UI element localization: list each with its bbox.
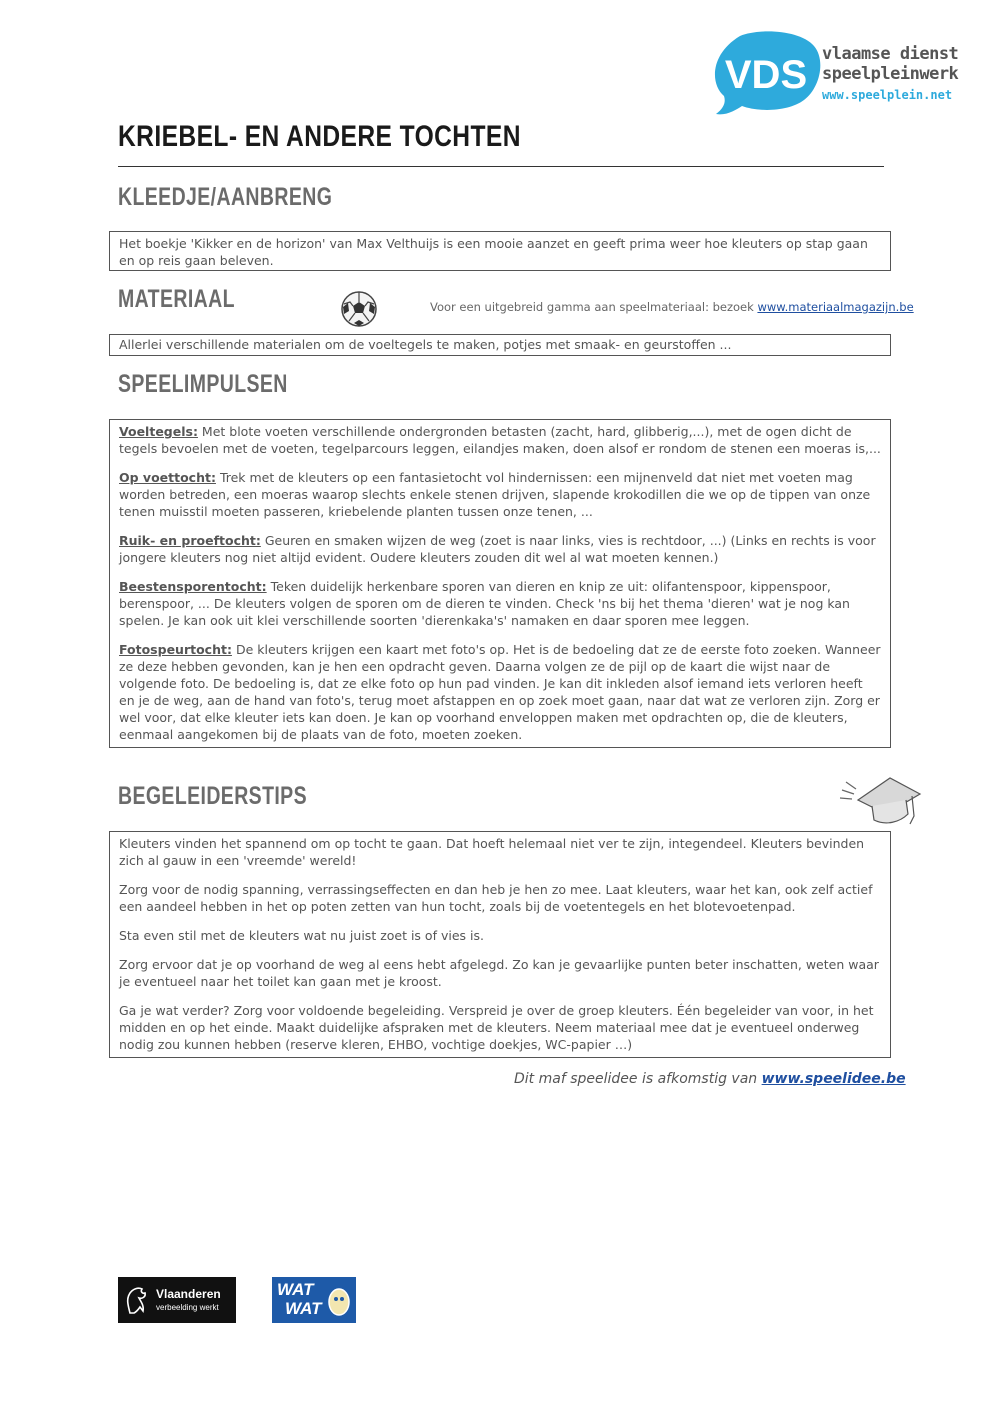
vlaanderen-logo [118,1277,236,1323]
impuls-term: Fotospeurtocht: [119,642,232,657]
kleedje-box [109,231,891,271]
logo-line-1: vlaamse dienst [822,44,959,64]
kleedje-text: Het boekje 'Kikker en de horizon' van Max Velthuijs is een mooie aanzet en geeft prima weer hoe kleuters op stap gaan en op reis gaan beleven. [119,236,868,268]
impuls-voettocht [119,469,881,520]
impuls-text: Met blote voeten verschillende ondergronden betasten (zacht, hard, glibberig,...), met de ogen dicht de tegels bevoelen met de voeten, tegelparcours leggen, eilandjes maken, doen alsof er rondom de stenen een moeras is,... [119,424,881,456]
tip-paragraph: Zorg voor de nodig spanning, verrassingseffecten en dan heb je hen zo mee. Laat kleuters, waar het kan, ook zelf actief een aandeel hebben in het op poten zetten van hun tocht, zoals bij de voetentegels en het blotevoetenpad. [119,882,873,914]
lion-icon [124,1285,150,1315]
source-text: Dit maf speelidee is afkomstig van [514,1071,762,1087]
logo-url[interactable]: www.speelplein.net [822,88,953,102]
watwat-logo [272,1277,356,1323]
speelidee-link[interactable]: www.speelidee.be [761,1071,906,1087]
page-title: KRIEBEL- EN ANDERE TOCHTEN [118,120,521,153]
watwat-line-1: WAT [277,1280,314,1299]
title-divider [118,166,884,167]
impuls-ruiktocht [119,532,881,566]
graduation-cap-icon [838,772,922,832]
impuls-fotospeurtocht [119,641,881,743]
impuls-text: Geuren en smaken wijzen de weg (zoet is naar links, vies is rechtdoor, ...) (Links en rechts is voor jongere kleuters nog niet altijd evident. Oudere kleuters zouden dit wel al wat moeten kennen.) [119,533,876,565]
impuls-term: Voeltegels: [119,424,198,439]
impuls-beestensporentocht [119,578,881,629]
begeleiderstips-box [109,831,891,1058]
tip-paragraph: Zorg ervoor dat je op voorhand de weg al eens hebt afgelegd. Zo kan je gevaarlijke punten beter inschatten, weten waar je eventueel naar het toilet kan gaan met je kroost. [119,957,879,989]
impuls-term: Ruik- en proeftocht: [119,533,261,548]
materiaal-note-text: Voor een uitgebreid gamma aan speelmateriaal: bezoek [430,300,758,314]
tip-paragraph: Kleuters vinden het spannend om op tocht te gaan. Dat hoeft helemaal niet ver te zijn, integendeel. Kleuters bevinden zich al gauw in een 'vreemde' wereld! [119,836,865,868]
heading-kleedje: KLEEDJE/AANBRENG [118,183,333,211]
impuls-text: Teken duidelijk herkenbare sporen van dieren en knip ze uit: olifantenspoor, kippenspoor, berenspoor, ... De kleuters volgen de sporen om de dieren te vinden. Check 'ns bij het thema 'dieren' wat je nog kan spelen. Je kan ook uit klei verschillende soorten 'dierenkaka's' namaken en daar sporen mee leggen. [119,579,850,628]
impuls-text: Trek met de kleuters op een fantasietocht vol hindernissen: een mijnenveld dat niet met voeten mag worden betreden, een moeras waarop slechts enkele stenen drijven, slapende krokodillen die we op de tippen van onze tenen muisstil moeten passeren, kriebelende planten tussen onze tenen, ... [119,470,871,519]
svg-text:VDS: VDS [724,53,808,97]
soccer-ball-icon [340,290,378,328]
materiaalmagazijn-link[interactable]: www.materiaalmagazijn.be [757,300,914,314]
tip-paragraph: Ga je wat verder? Zorg voor voldoende begeleiding. Verspreid je over de groep kleuters. Één begeleider van voor, in het midden en op het einde. Maakt duidelijke afspraken met de kleuters. Neem materiaal mee dat je eventueel onderweg nodig zou kunnen hebben (reserve kleren, EHBO, vochtige doekjes, WC-papier …) [119,1003,874,1052]
materiaal-note [430,300,914,314]
heading-begeleiderstips: BEGELEIDERSTIPS [118,782,307,810]
mascot-icon [327,1283,351,1317]
impuls-text: De kleuters krijgen een kaart met foto's op. Het is de bedoeling dat ze de eerste foto zoeken. Wanneer ze deze hebben gevonden, kan je hen een opdracht geven. Daarna volgen ze de pijl op de kaart die wijst naar de volgende foto. De bedoeling is, dat ze elke foto op hun pad vinden. Je kan dit inkleden alsof iemand iets verloren heeft en je de weg, aan de hand van foto's, terug moet afstappen en op zoek moet gaan, naar dat wat ze verloren zijn. Zorg er wel voor, dat elke kleuter iets kan doen. Je kan op voorhand enveloppen maken met opdrachten op, die de kleuters, eenmaal aangekomen bij de plaats van de foto, moeten zoeken. [119,642,881,742]
vlaanderen-name: Vlaanderen [156,1287,221,1301]
impuls-term: Op voettocht: [119,470,216,485]
speech-bubble-icon [710,30,822,116]
vlaanderen-tagline: verbeelding werkt [156,1303,219,1312]
materiaal-text: Allerlei verschillende materialen om de voeltegels te maken, potjes met smaak- en geurstoffen ... [119,337,732,352]
speelimpulsen-box [109,419,891,748]
watwat-line-2: WAT [285,1299,322,1318]
impuls-voeltegels [119,423,881,457]
materiaal-box [109,334,891,356]
heading-speelimpulsen: SPEELIMPULSEN [118,370,288,398]
heading-materiaal: MATERIAAL [118,285,235,313]
source-line [514,1071,906,1087]
tip-paragraph: Sta even stil met de kleuters wat nu juist zoet is of vies is. [119,928,484,943]
impuls-term: Beestensporentocht: [119,579,267,594]
logo-line-2: speelpleinwerk [822,64,959,84]
